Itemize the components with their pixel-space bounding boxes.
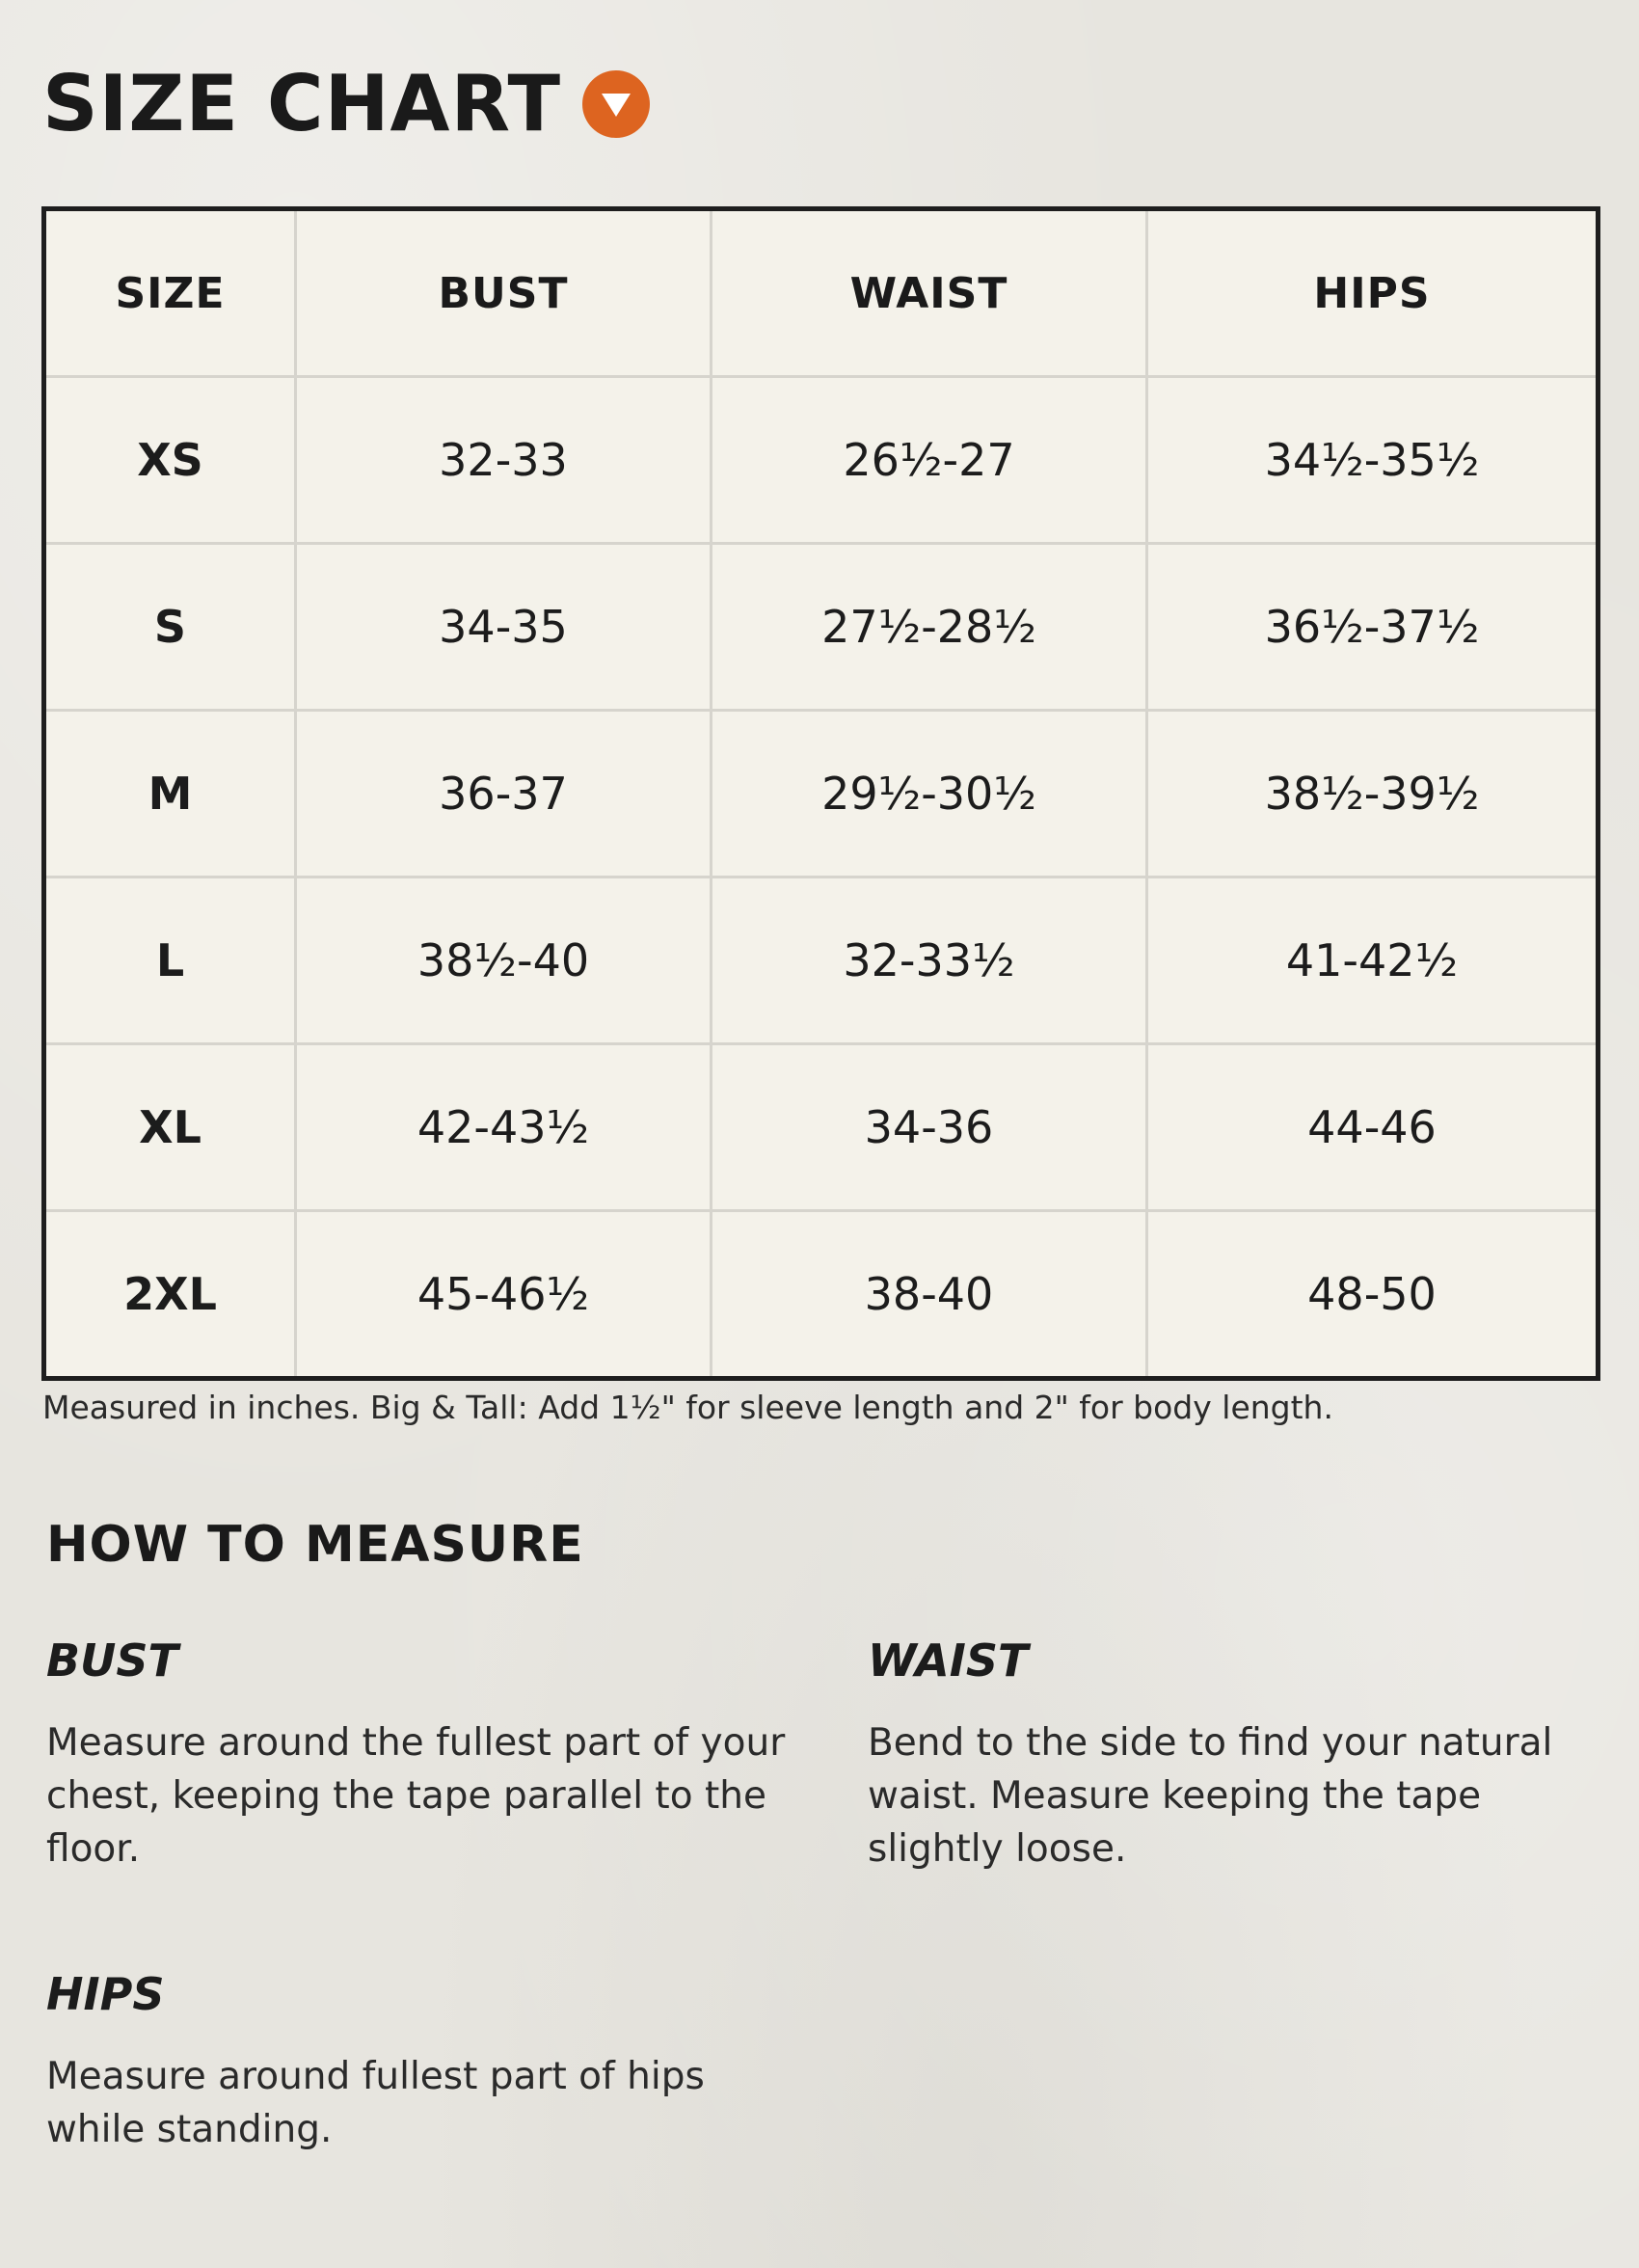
- chevron-down-icon[interactable]: [582, 70, 650, 138]
- bust-cell: 36-37: [296, 711, 712, 878]
- hips-cell: 36½-37½: [1147, 544, 1599, 711]
- table-row: [44, 1044, 1599, 1211]
- measurement-footnote: Measured in inches. Big & Tall: Add 1½" for sleeve length and 2" for body length.: [42, 1389, 1333, 1426]
- hips-cell: 34½-35½: [1147, 377, 1599, 544]
- bust-cell: 45-46½: [296, 1211, 712, 1379]
- waist-cell: 29½-30½: [712, 711, 1147, 878]
- waist-instructions-title: WAIST: [868, 1634, 1029, 1687]
- table-row: [44, 711, 1599, 878]
- waist-cell: 26½-27: [712, 377, 1147, 544]
- table-row: [44, 544, 1599, 711]
- chevron-down-icon-glyph: [582, 70, 650, 138]
- page-title: SIZE CHART: [42, 59, 562, 148]
- page-header: [42, 56, 650, 152]
- hips-instructions: [46, 1965, 808, 2156]
- waist-cell: 32-33½: [712, 878, 1147, 1044]
- column-header-waist: WAIST: [712, 209, 1147, 377]
- how-to-measure-heading: HOW TO MEASURE: [46, 1516, 584, 1574]
- waist-cell: 27½-28½: [712, 544, 1147, 711]
- size-cell: L: [44, 878, 296, 1044]
- table-row: [44, 1211, 1599, 1379]
- table-header-row: [44, 209, 1599, 377]
- bust-cell: 32-33: [296, 377, 712, 544]
- hips-cell: 38½-39½: [1147, 711, 1599, 878]
- table-row: [44, 377, 1599, 544]
- hips-cell: 44-46: [1147, 1044, 1599, 1211]
- size-cell: XL: [44, 1044, 296, 1211]
- bust-cell: 38½-40: [296, 878, 712, 1044]
- bust-cell: 34-35: [296, 544, 712, 711]
- hips-instructions-text: Measure around fullest part of hips while standing.: [46, 2055, 705, 2151]
- bust-instructions-text: Measure around the fullest part of your chest, keeping the tape parallel to the floor.: [46, 1721, 786, 1871]
- waist-cell: 38-40: [712, 1211, 1147, 1379]
- bust-cell: 42-43½: [296, 1044, 712, 1211]
- hips-cell: 48-50: [1147, 1211, 1599, 1379]
- waist-cell: 34-36: [712, 1044, 1147, 1211]
- waist-instructions: [868, 1632, 1620, 1876]
- hips-instructions-title: HIPS: [46, 1968, 165, 2020]
- size-cell: S: [44, 544, 296, 711]
- size-cell: 2XL: [44, 1211, 296, 1379]
- size-cell: M: [44, 711, 296, 878]
- bust-instructions: [46, 1632, 808, 1876]
- table-row: [44, 878, 1599, 1044]
- column-header-bust: BUST: [296, 209, 712, 377]
- column-header-hips: HIPS: [1147, 209, 1599, 377]
- waist-instructions-text: Bend to the side to find your natural waist. Measure keeping the tape slightly loose.: [868, 1721, 1553, 1871]
- size-chart-table: [41, 206, 1600, 1381]
- hips-cell: 41-42½: [1147, 878, 1599, 1044]
- size-cell: XS: [44, 377, 296, 544]
- column-header-size: SIZE: [44, 209, 296, 377]
- bust-instructions-title: BUST: [46, 1634, 178, 1687]
